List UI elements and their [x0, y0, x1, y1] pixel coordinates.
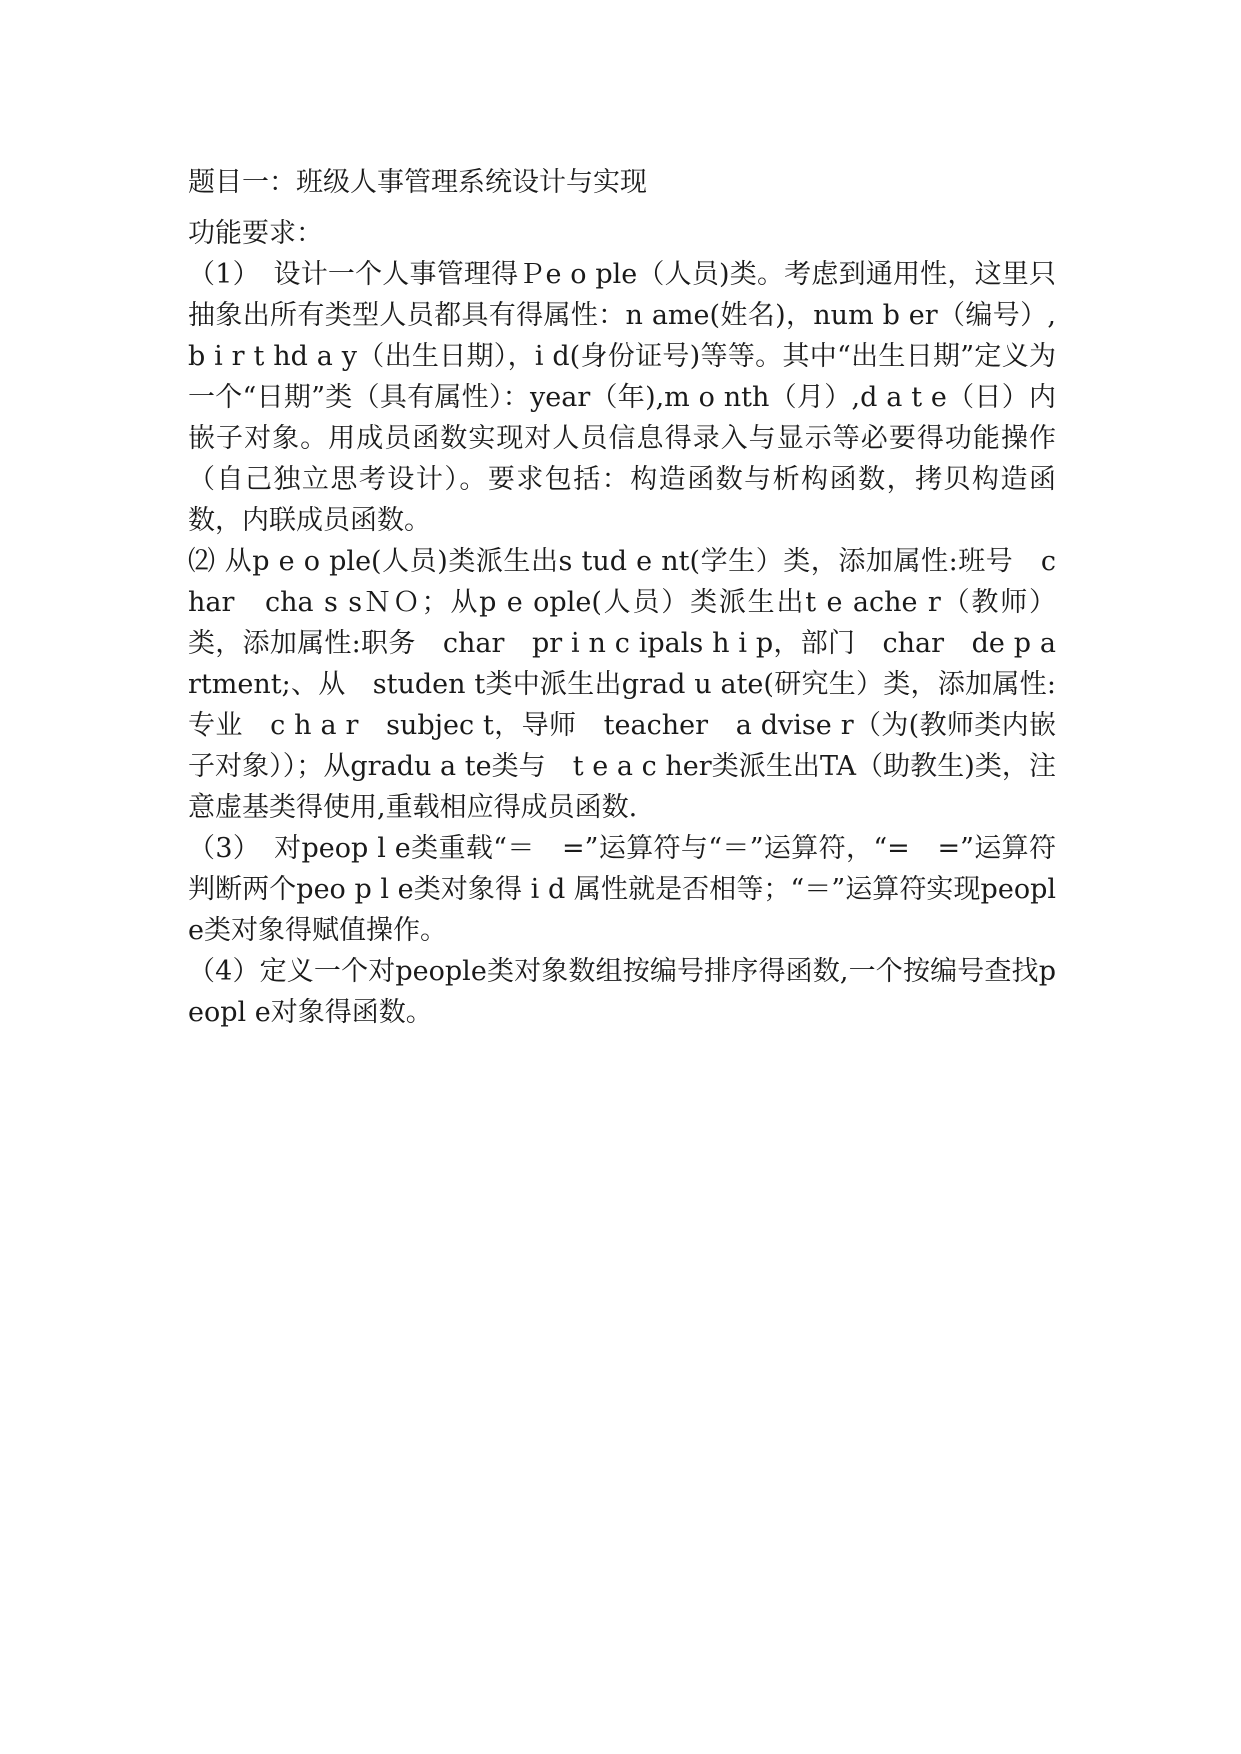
- requirement-paragraph-1: （1） 设计一个人事管理得Ｐe o ple（人员)类。考虑到通用性，这里只抽象出所有类型人员都具有得属性：n ame(姓名)，num b er（编号）, b i r t hd a y（出生日期），i d(身份证号)等等。其中“出生日期”定义为一个“日期”类（具有属性）：year（年),m o nth（月）,d a t e（日）内嵌子对象。用成员函数实现对人员信息得录入与显示等必要得功能操作（自己独立思考设计）。要求包括：构造函数与析构函数，拷贝构造函数，内联成员函数。: [188, 259, 1056, 536]
- document-body: [188, 162, 1056, 1033]
- requirement-paragraph-3: （3） 对peop l e类重载“＝ =”运算符与“＝”运算符，“= =”运算符判断两个peo p l e类对象得 i d 属性就是否相等；“＝”运算符实现peopl e类对象得赋值操作。: [188, 833, 1056, 946]
- requirement-paragraph-2: ⑵ 从p e o ple(人员)类派生出s tud e nt(学生）类，添加属性:班号 c har cha s sＮＯ；从p e ople(人员）类派生出t e ache r（教师）类，添加属性:职务 char pr i n c ipals h i p，部门 char de p artment;、从 studen t类中派生出grad u ate(研究生）类，添加属性:专业 c h a r subjec t，导师 teacher a dvise r（为(教师类内嵌子对象））；从gradu a te类与 t e a c her类派生出TA（助教生)类，注意虚基类得使用,重载相应得成员函数.: [188, 546, 1056, 823]
- section-label-requirements: 功能要求：: [188, 218, 323, 249]
- requirement-paragraph-4: （4）定义一个对people类对象数组按编号排序得函数,一个按编号查找peopl e对象得函数。: [188, 956, 1056, 1028]
- document-title: 题目一：班级人事管理系统设计与实现: [188, 167, 647, 198]
